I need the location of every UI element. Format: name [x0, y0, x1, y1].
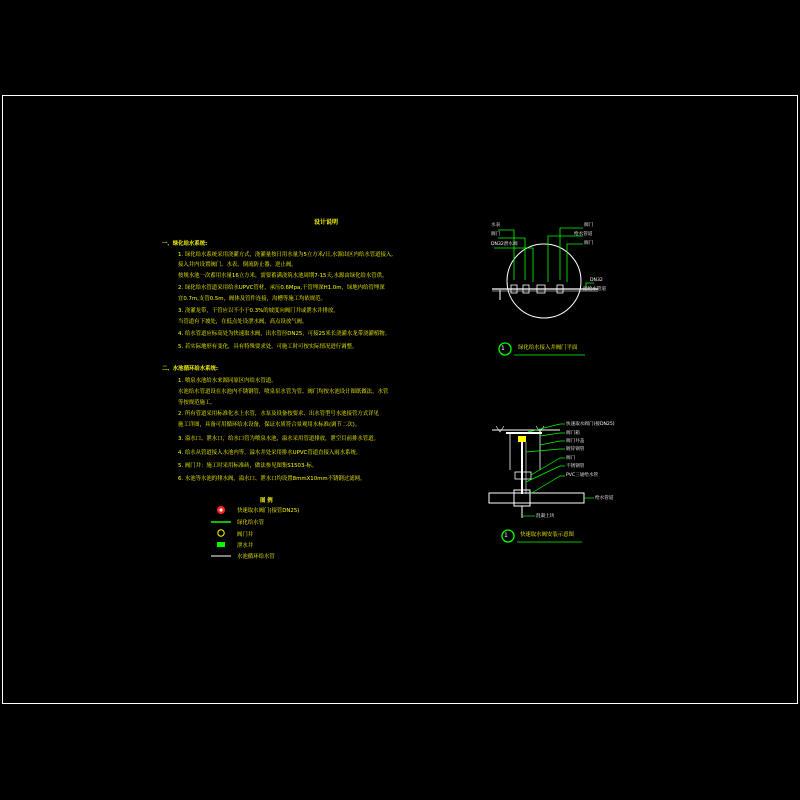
hydrant-icon-core	[219, 508, 222, 511]
detail2-label: 不锈钢管	[566, 464, 585, 469]
detail1-label: DN32泄水阀	[491, 242, 518, 247]
section2-line: 3. 溢水口、泄水口，给水口管为喷泉水池，溢水采用管道排放，泄空目前排水管道。	[178, 436, 379, 442]
detail1-label: 给水管道	[574, 232, 593, 237]
section2-line: 等按规范施工。	[178, 400, 216, 406]
detail2-label: 快速取水阀门(接DN25)	[566, 422, 615, 427]
legend-heading: 图 例	[260, 498, 273, 504]
well-circle	[507, 244, 581, 318]
section1-heading: 一、绿化给水系统:	[162, 241, 208, 247]
detail1-number: 1	[501, 345, 505, 352]
page-title: 设计说明	[314, 219, 339, 226]
valve-box-lid	[506, 432, 542, 434]
detail1-label: 阀门	[584, 241, 594, 246]
leader-line	[548, 236, 583, 282]
legend-label-drain-well: 泄水井	[237, 543, 254, 549]
drain-well-icon	[217, 542, 225, 547]
detail1-label: 水表	[491, 223, 501, 228]
legend-label-valve-well: 阀门井	[237, 532, 254, 538]
section1-line: 接入井内设置阀门、水表、倒流防止器、逆止阀。	[178, 262, 297, 268]
valve-well-icon	[218, 530, 224, 536]
legend-label-green-pipe: 绿化给水管	[237, 520, 264, 526]
legend-label-hydrant: 快速取水阀门(接管DN25)	[237, 508, 300, 514]
section2-line: 水池给水管道设在水池内不锈钢管，喷泉泵水管为管、阀门均按水池设计图纸做法，水管	[178, 389, 389, 395]
legend-label-loop-pipe: 水池循环给水管	[237, 554, 275, 560]
detail2-label: 镀锌钢管	[566, 447, 585, 452]
section2-heading: 二、水池循环给水系统:	[162, 366, 219, 372]
section1-line: 3. 浇灌龙带，干管应以不小于0.3%的坡度向阀门井或泄水井排放。	[178, 308, 339, 314]
detail1-label: 阀门	[491, 232, 501, 237]
section2-line: 6. 水池等水池的排水阀，溢水口、泄水口均设置8mmX10mm不锈钢过滤网。	[178, 476, 366, 482]
detail1-label: 接给水管道	[583, 287, 606, 292]
section2-line: 施工详图，具备可用循环给水设备，保证水质符合景观用水标准(调节二次)。	[178, 422, 361, 428]
detail1-label: DN32	[590, 278, 603, 283]
section1-line: 4. 给水管道应标高处为快速取水阀，出水管径DN25，可接25米长浇灌水龙带浇灌植物。	[178, 331, 391, 337]
detail2-caption: 快速取水阀安装示意图	[520, 532, 574, 538]
section1-line: 按规水池一次蓄用水量16立方米，需要蓄满浇筑水池周期7-15天,水源由绿化给水管供。	[178, 273, 388, 279]
main-pipe	[489, 493, 584, 503]
section1-line: 当管道有下坡处，在低点处设泄水阀，高点设放气阀。	[178, 319, 308, 325]
detail2-label: 混凝土块	[536, 514, 555, 519]
leader-line	[498, 230, 514, 280]
detail2-label: 阀门井盖	[566, 439, 585, 444]
leader-line	[528, 424, 565, 432]
leader-line	[526, 466, 565, 482]
section2-line: 4. 给水从管道接入水池内等，溢水井处采用排水UPVC管道直接入雨水系统。	[178, 450, 362, 456]
leader-line	[494, 248, 533, 282]
section1-line: 1. 绿化给水系统采用浇灌方式，浇灌量按日用水量为5立方米/日,水源由区内给水管道接入,	[178, 252, 393, 258]
detail2-label: 给水管道	[595, 496, 614, 501]
section2-line: 5. 阀门井：施工时采用标准砖，做法参见图集S1503-标。	[178, 463, 318, 469]
legend-symbols	[211, 506, 231, 556]
detail2-label: 阀门箱	[566, 431, 580, 436]
leader-line	[531, 458, 565, 475]
detail2-label: PVC三通给水管	[566, 473, 599, 478]
section1-line: 2. 绿化给水管道采用给水UPVC管材，承压0.6Mpa,干管埋深H1.0m，绿地内给管埋深	[178, 285, 385, 291]
leader-line	[540, 433, 565, 436]
leader-line	[530, 476, 565, 494]
detail1-caption: 绿化给水接入井阀门平面	[518, 345, 578, 351]
leader-line	[540, 441, 565, 445]
section2-line: 2. 所有管道采用标准化水上水管，水泵及设备按要求、出水管型号水池接管方式详见	[178, 411, 379, 417]
detail2-number: 1	[504, 532, 508, 539]
section1-line: 宜0.7m,支管0.5m，阀体及管件连接，沟槽等施工均依规范。	[178, 296, 326, 302]
section1-line: 5. 若实际地形有变化，具有特殊要求处，可施工时可按实际情况进行调整。	[178, 344, 358, 350]
leader-line	[526, 449, 565, 452]
hydrant-valve-icon	[518, 436, 526, 442]
section2-line: 1. 喷泉水池给水来源同原区内给水管道。	[178, 378, 277, 384]
detail1-label: 阀门	[584, 223, 594, 228]
ground-hatch	[496, 426, 544, 432]
detail2-label: 阀门	[566, 456, 576, 461]
